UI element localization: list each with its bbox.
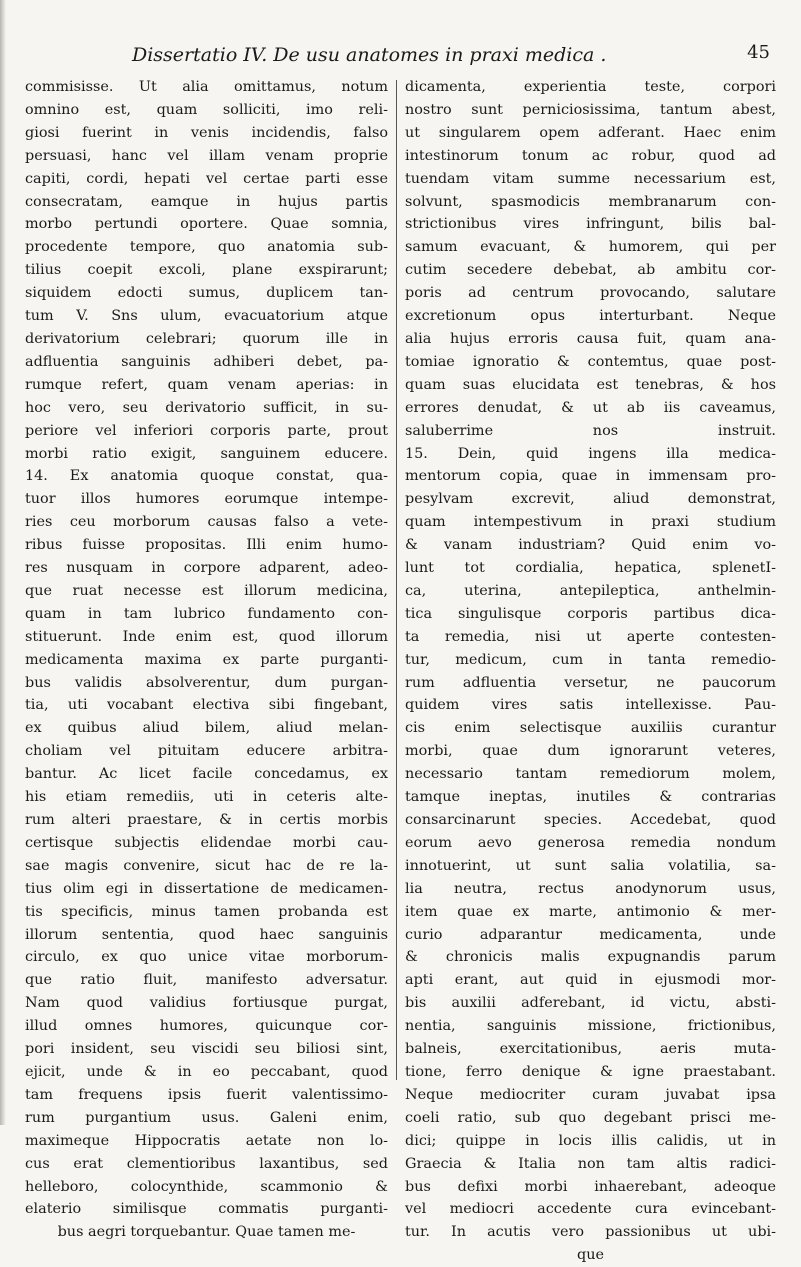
text-line: tuendam vitam summe necessarium est,: [405, 170, 776, 187]
text-line: tam frequens ipsis fuerit valentissimo-: [25, 1086, 388, 1103]
text-line: ut singularem opem adferant. Haec enim: [405, 124, 776, 141]
text-line: & chronicis malis expugnandis parum: [405, 949, 776, 966]
text-line: Neque mediocriter curam juvabat ipsa: [405, 1086, 776, 1103]
text-line: circulo, ex quo unice vitae morborum-: [25, 949, 388, 966]
text-line: nostro sunt perniciosissima, tantum abest,: [405, 101, 776, 118]
text-line: pesylvam excrevit, aliud demonstrat,: [405, 491, 776, 508]
text-line: balneis, exercitationibus, aeris muta-: [405, 1041, 776, 1058]
text-line: lunt tot cordialia, hepatica, splenetI-: [405, 560, 776, 577]
page-number: 45: [747, 42, 770, 63]
text-line: capiti, cordi, hepati vel certae parti esse: [25, 170, 388, 187]
text-line: alia hujus erroris causa fuit, quam ana-: [405, 330, 776, 347]
text-line: quam intempestivum in praxi studium: [405, 514, 776, 531]
text-line: sae magis convenire, sicut hac de re la-: [25, 857, 388, 874]
text-line: ex quibus aliud bilem, aliud melan-: [25, 720, 388, 737]
text-line: adfluentia sanguinis adhiberi debet, pa-: [25, 353, 388, 370]
text-line: quam suas elucidata est tenebras, & hos: [405, 376, 776, 393]
text-line: nentia, sanguinis missione, frictionibus,: [405, 1018, 776, 1035]
text-line: persuasi, hanc vel illam venam proprie: [25, 147, 388, 164]
text-line: elaterio similisque commatis purganti-: [25, 1201, 388, 1218]
text-line: ejicit, unde & in eo peccabant, quod: [25, 1063, 388, 1080]
text-line: ribus fuisse propositas. Illi enim humo-: [25, 537, 388, 554]
text-line: cutim secedere debebat, ab ambitu cor-: [405, 262, 776, 279]
text-line: poris ad centrum provocando, salutare: [405, 285, 776, 302]
text-line: rum adfluentia versetur, ne paucorum: [405, 674, 776, 691]
text-line: rumque refert, quam venam aperias: in: [25, 376, 388, 393]
text-line: errores denudat, & ut ab iis caveamus,: [405, 399, 776, 416]
text-line: item quae ex marte, antimonio & mer-: [405, 903, 776, 920]
text-line: stituerunt. Inde enim est, quod illorum: [25, 628, 388, 645]
text-line: & vanam industriam? Quid enim vo-: [405, 537, 776, 554]
text-line: tur, medicum, cum in tanta remedio-: [405, 651, 776, 668]
text-line: tis specificis, minus tamen probanda est: [25, 903, 388, 920]
text-line: ca, uterina, antepileptica, anthelmin-: [405, 582, 776, 599]
text-line: consecratam, eamque in hujus partis: [25, 193, 388, 210]
text-line: que: [577, 1247, 604, 1264]
text-line: 15. Dein, quid ingens illa medica-: [405, 445, 776, 462]
text-line: certisque subjectis elidendae morbi cau-: [25, 834, 388, 851]
text-line: choliam vel pituitam educere arbitra-: [25, 743, 388, 760]
text-line: 14. Ex anatomia quoque constat, qua-: [25, 468, 388, 485]
column-divider: [396, 80, 397, 1080]
text-line: ries ceu morborum causas falso a vete-: [25, 514, 388, 531]
text-line: illorum sententia, quod haec sanguinis: [25, 926, 388, 943]
text-line: maximeque Hippocratis aetate non lo-: [25, 1132, 388, 1149]
text-line: medicamenta maxima ex parte purganti-: [25, 651, 388, 668]
text-line: rum purgantium usus. Galeni enim,: [25, 1109, 388, 1126]
running-title: Dissertatio IV. De usu anatomes in praxi medica .: [132, 44, 607, 66]
text-line: dici; quippe in locis illis calidis, ut in: [405, 1132, 776, 1149]
text-line: curio adparantur medicamenta, unde: [405, 926, 776, 943]
text-line: bus defixi morbi inhaerebant, adeoque: [405, 1178, 776, 1195]
text-line: illud omnes humores, quicunque cor-: [25, 1018, 388, 1035]
text-line: quam in tam lubrico fundamento con-: [25, 605, 388, 622]
text-line: tur. In acutis vero passionibus ut ubi-: [405, 1224, 776, 1241]
text-line: morbi, quae dum ignorarunt veteres,: [405, 743, 776, 760]
text-line: morbi ratio exigit, sanguinem educere.: [25, 445, 388, 462]
text-line: vel mediocri accedente cura evincebant-: [405, 1201, 776, 1218]
text-line: procedente tempore, quo anatomia sub-: [25, 239, 388, 256]
text-line: strictionibus vires infringunt, bilis bal-: [405, 216, 776, 233]
text-line: quidem vires satis intellexisse. Pau-: [405, 697, 776, 714]
text-line: hoc vero, seu derivatorio sufficit, in su-: [25, 399, 388, 416]
text-line: que ratio fluit, manifesto adversatur.: [25, 972, 388, 989]
text-line: lia neutra, rectus anodynorum usus,: [405, 880, 776, 897]
text-line: res nusquam in corpore adparent, adeo-: [25, 560, 388, 577]
left-column: [25, 76, 388, 1244]
text-line: bantur. Ac licet facile concedamus, ex: [25, 766, 388, 783]
text-line: solvunt, spasmodicis membranarum con-: [405, 193, 776, 210]
text-line: samum evacuant, & humorem, qui per: [405, 239, 776, 256]
text-line: saluberrime nos instruit.: [405, 422, 776, 439]
text-line: derivatorium celebrari; quorum ille in: [25, 330, 388, 347]
text-line: Nam quod validius fortiusque purgat,: [25, 995, 388, 1012]
running-header: [70, 40, 770, 74]
text-line: Graecia & Italia non tam altis radici-: [405, 1155, 776, 1172]
page-edge-shadow: [0, 0, 6, 1125]
text-line: bus validis absolverentur, dum purgan-: [25, 674, 388, 691]
text-line: tius olim egi in dissertatione de medicamen-: [25, 880, 388, 897]
text-line: giosi fuerint in venis incidendis, falso: [25, 124, 388, 141]
right-column: [405, 76, 776, 1267]
text-line: siquidem edocti sumus, duplicem tan-: [25, 285, 388, 302]
text-line: excretionum opus interturbant. Neque: [405, 308, 776, 325]
text-line: que ruat necesse est illorum medicina,: [25, 582, 388, 599]
text-line: necessario tantam remediorum molem,: [405, 766, 776, 783]
text-line: dicamenta, experientia teste, corpori: [405, 79, 776, 95]
text-line: morbo pertundi oportere. Quae somnia,: [25, 216, 388, 233]
text-line: consarcinarunt species. Accedebat, quod: [405, 812, 776, 828]
text-line: intestinorum tonum ac robur, quod ad: [405, 147, 776, 164]
text-line: commisisse. Ut alia omittamus, notum: [25, 79, 388, 95]
text-line: tuor illos humores eorumque intempe-: [25, 491, 388, 508]
text-line: tum V. Sns ulum, evacuatorium atque: [25, 308, 388, 325]
text-line: tamque ineptas, inutiles & contrarias: [405, 789, 776, 806]
text-line: cus erat clementioribus laxantibus, sed: [25, 1155, 388, 1172]
text-line: mentorum copia, quae in immensam pro-: [405, 468, 776, 485]
text-line: rum alteri praestare, & in certis morbis: [25, 812, 388, 828]
text-line: tia, uti vocabant electiva sibi fingebant,: [25, 697, 388, 714]
text-line: tione, ferro denique & igne praestabant.: [405, 1063, 776, 1080]
text-line: eorum aevo generosa remedia nondum: [405, 834, 776, 851]
text-line: innotuerint, ut sunt salia volatilia, sa-: [405, 857, 776, 874]
text-line: omnino est, quam solliciti, imo reli-: [25, 101, 388, 118]
text-line: ta remedia, nisi ut aperte contesten-: [405, 628, 776, 645]
text-line: periore vel inferiori corporis parte, prout: [25, 422, 388, 439]
text-line: helleboro, colocynthide, scammonio &: [25, 1178, 388, 1195]
text-line: bis auxilii adferebant, id victu, absti-: [405, 995, 776, 1012]
text-line: apti erant, aut quid in ejusmodi mor-: [405, 972, 776, 989]
text-line: coeli ratio, sub quo degebant prisci me-: [405, 1109, 776, 1126]
text-line: his etiam remediis, uti in ceteris alte-: [25, 789, 388, 806]
text-line: tomiae ignoratio & contemtus, quae post-: [405, 353, 776, 370]
text-line: tica singulisque corporis partibus dica-: [405, 605, 776, 622]
text-line: tilius coepit excoli, plane exspirarunt;: [25, 262, 388, 279]
text-line: cis enim selectisque auxiliis curantur: [405, 720, 776, 737]
text-line: bus aegri torquebantur. Quae tamen me-: [57, 1224, 356, 1241]
text-line: pori insident, seu viscidi seu biliosi sint,: [25, 1041, 388, 1058]
